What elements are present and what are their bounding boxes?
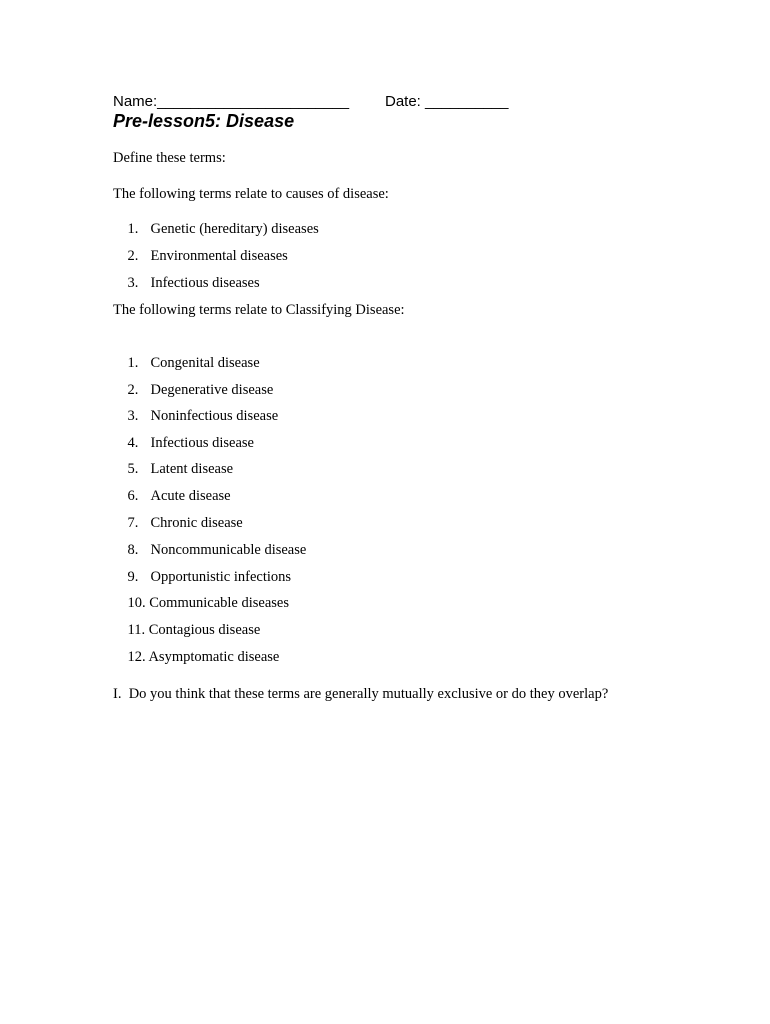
- list-item-text: Opportunistic infections: [150, 569, 292, 585]
- list-item-number: 4.: [127, 435, 139, 451]
- list-item-number: 8.: [127, 542, 139, 558]
- question-text: I. Do you think that these terms are generally mutually exclusive or do they overlap?: [113, 686, 609, 702]
- list-item-text: Congenital disease: [150, 355, 260, 371]
- list-item-text: Degenerative disease: [150, 382, 274, 398]
- list-item-text: Asymptomatic disease: [148, 649, 280, 665]
- list-item-text: Communicable diseases: [149, 595, 289, 611]
- classifying-intro: The following terms relate to Classifying Disease:: [113, 302, 405, 318]
- classifying-list-item: [113, 632, 279, 683]
- list-item-text: Noncommunicable disease: [150, 542, 307, 558]
- list-item-text: Noninfectious disease: [150, 408, 279, 424]
- list-item-number: 2.: [127, 382, 139, 398]
- list-item-number: 2.: [127, 248, 139, 264]
- list-item-number: 9.: [127, 569, 139, 585]
- list-item-text: Environmental diseases: [150, 248, 288, 264]
- instructions-text: Define these terms:: [113, 150, 226, 166]
- list-item-text: Infectious disease: [150, 435, 254, 451]
- list-item-text: Infectious diseases: [150, 275, 260, 291]
- list-item-number: 1.: [127, 355, 139, 371]
- list-item-number: 1.: [127, 221, 139, 237]
- causes-intro: The following terms relate to causes of disease:: [113, 186, 389, 202]
- list-item-number: 11.: [127, 622, 146, 638]
- page-title: Pre-lesson5: Disease: [113, 111, 295, 131]
- list-item-number: 10.: [127, 595, 146, 611]
- list-item-text: Genetic (hereditary) diseases: [150, 221, 319, 237]
- list-item-text: Acute disease: [150, 488, 231, 504]
- list-item-number: 6.: [127, 488, 139, 504]
- list-item-text: Contagious disease: [148, 622, 261, 638]
- date-field: Date: __________: [385, 93, 509, 110]
- list-item-number: 3.: [127, 408, 139, 424]
- list-item-text: Chronic disease: [150, 515, 243, 531]
- list-item-number: 7.: [127, 515, 139, 531]
- list-item-number: 12.: [127, 649, 146, 665]
- list-item-number: 5.: [127, 461, 139, 477]
- name-field: Name:_______________________: [113, 93, 350, 110]
- list-item-number: 3.: [127, 275, 139, 291]
- list-item-text: Latent disease: [150, 461, 234, 477]
